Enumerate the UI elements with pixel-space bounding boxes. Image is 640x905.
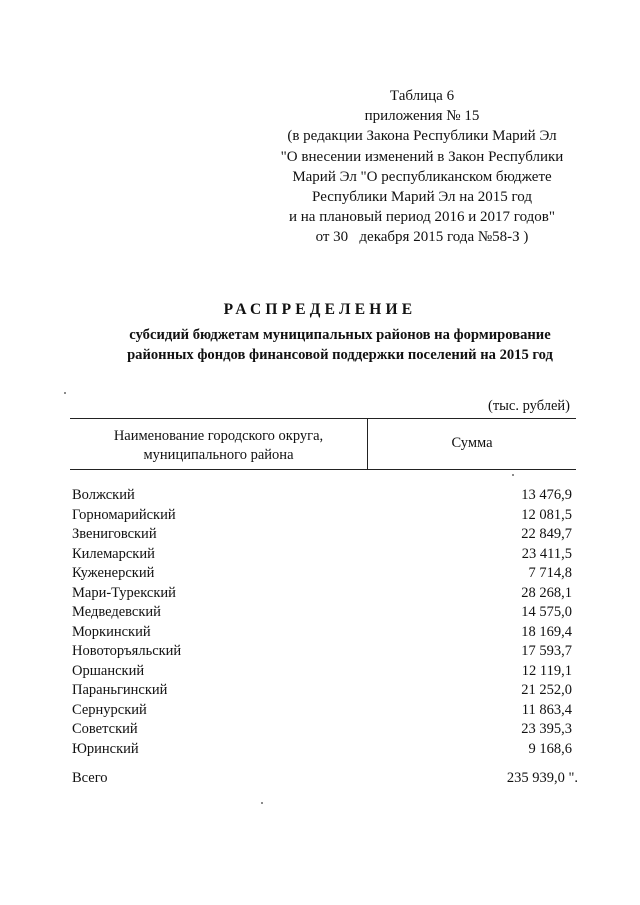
document-title: РАСПРЕДЕЛЕНИЕ <box>223 301 417 318</box>
header-line: от 30 декабря 2015 года №58-З ) <box>315 229 529 246</box>
district-name: Новоторъяльский <box>72 643 182 659</box>
district-name: Оршанский <box>72 662 145 679</box>
district-name: Горномарийский <box>72 506 176 523</box>
district-sum: 7 714,8 <box>528 565 572 581</box>
district-sum: 17 593,7 <box>521 643 572 659</box>
table-header <box>70 418 576 470</box>
district-name: Звениговский <box>72 526 157 542</box>
scan-speck <box>64 392 66 394</box>
table-row <box>72 507 572 527</box>
header-line: Марий Эл "О республиканском бюджете <box>292 168 552 185</box>
district-name: Мари-Турекский <box>72 584 176 601</box>
district-sum: 9 168,6 <box>528 740 572 757</box>
header-line: (в редакции Закона Республики Марий Эл <box>287 128 557 145</box>
table-body <box>72 487 572 760</box>
table-row <box>72 643 572 663</box>
table-row <box>72 682 572 702</box>
district-sum: 13 476,9 <box>521 487 572 503</box>
table-row <box>72 526 572 546</box>
district-sum: 12 119,1 <box>521 662 572 679</box>
table-row <box>72 604 572 624</box>
district-sum: 23 411,5 <box>521 545 572 562</box>
district-name: Юринский <box>72 740 139 757</box>
header-line: Республики Марий Эл на 2015 год <box>312 189 532 206</box>
total-label: Всего <box>72 770 108 786</box>
district-name: Параньгинский <box>72 682 168 698</box>
subtitle-line: субсидий бюджетам муниципальных районов на формирование <box>129 327 551 343</box>
district-sum: 18 169,4 <box>521 623 572 640</box>
table-row <box>72 585 572 605</box>
district-sum: 23 395,3 <box>521 721 572 737</box>
table-row <box>72 663 572 683</box>
table-row <box>72 565 572 585</box>
column-header-name <box>70 427 367 464</box>
units-label: (тыс. рублей) <box>488 398 570 414</box>
table-row <box>72 546 572 566</box>
scan-speck <box>261 802 263 804</box>
scan-speck <box>512 474 514 476</box>
subtitle-line: районных фондов финансовой поддержки поселений на 2015 год <box>127 347 553 363</box>
district-sum: 11 863,4 <box>521 701 572 718</box>
header-line: Таблица 6 <box>389 88 455 104</box>
district-name: Килемарский <box>72 545 155 562</box>
total-row <box>72 770 578 790</box>
column-header-name-line: муниципального района <box>143 446 294 463</box>
header-line: и на плановый период 2016 и 2017 годов" <box>289 209 555 226</box>
header-line: приложения № 15 <box>364 108 480 125</box>
district-name: Советский <box>72 721 138 737</box>
district-sum: 22 849,7 <box>521 526 572 542</box>
header-line: "О внесении изменений в Закон Республики <box>280 148 564 165</box>
table-row <box>72 624 572 644</box>
table-row <box>72 702 572 722</box>
table-row <box>72 487 572 507</box>
district-name: Медведевский <box>72 604 161 620</box>
table-row <box>72 721 572 741</box>
district-name: Волжский <box>72 487 135 503</box>
district-sum: 12 081,5 <box>521 506 572 523</box>
district-sum: 21 252,0 <box>521 682 572 698</box>
column-header-sum: Сумма <box>451 435 493 451</box>
district-name: Куженерский <box>72 565 155 581</box>
district-sum: 28 268,1 <box>521 584 572 601</box>
district-name: Сернурский <box>72 701 147 718</box>
total-sum: 235 939,0 ". <box>506 770 578 786</box>
document-subtitle <box>40 325 640 365</box>
district-sum: 14 575,0 <box>521 604 572 620</box>
table-row <box>72 741 572 761</box>
district-name: Моркинский <box>72 623 151 640</box>
appendix-header <box>266 86 578 248</box>
column-header-name-line: Наименование городского округа, <box>113 428 324 444</box>
